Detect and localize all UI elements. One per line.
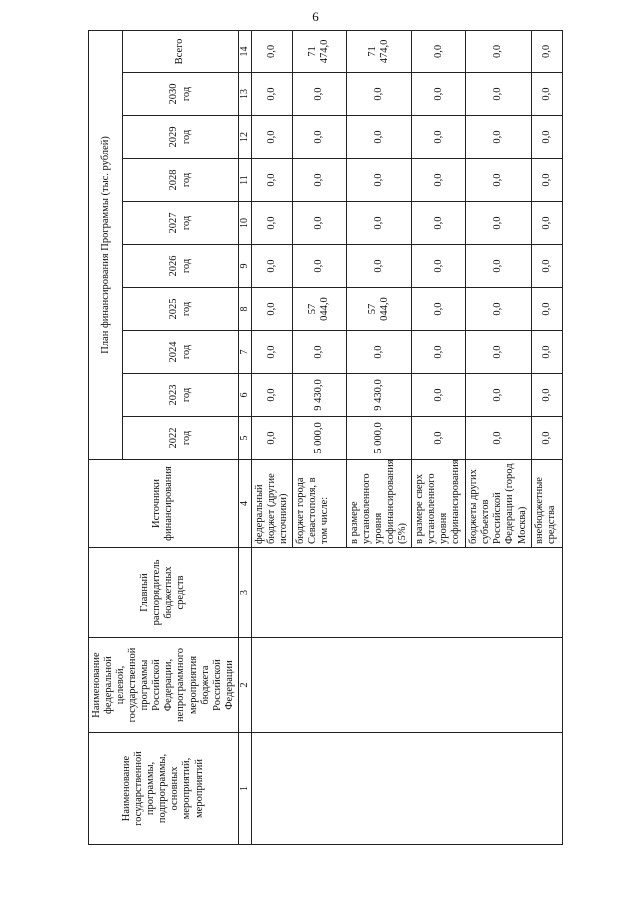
rotated-table-container [88,35,557,845]
value-cell: 0,0 [466,331,531,374]
column-number: 5 [238,417,251,460]
header-year: 2028 год [123,159,238,202]
value-cell: 0,0 [412,245,466,288]
value-cell: 0,0 [251,159,292,202]
value-cell: 0,0 [412,417,466,460]
header-year: 2027 год [123,202,238,245]
value-cell: 0,0 [346,159,411,202]
page-number: 6 [312,9,319,24]
header-year: 2029 год [123,116,238,159]
value-cell: 5 000,0 [346,417,411,460]
header-year: 2026 год [123,245,238,288]
value-cell: 0,0 [531,417,562,460]
value-cell: 0,0 [251,73,292,116]
value-cell: 0,0 [346,245,411,288]
value-cell: 57 044,0 [292,288,346,331]
value-cell: 0,0 [346,116,411,159]
value-cell: 0,0 [292,159,346,202]
value-cell: 0,0 [346,331,411,374]
rotated-table-area [88,35,557,845]
value-cell: 0,0 [251,288,292,331]
value-cell: 0,0 [531,245,562,288]
header-financing-sources: Источники финансирования [89,460,239,548]
value-cell: 0,0 [292,73,346,116]
value-cell: 0,0 [412,202,466,245]
source-cell: федеральный бюджет (другие источники) [251,460,292,548]
column-number: 9 [238,245,251,288]
value-cell: 0,0 [292,116,346,159]
value-cell: 0,0 [466,73,531,116]
value-cell: 0,0 [531,116,562,159]
source-cell: бюджеты других субъектов Российской Федерации (город Москва) [466,460,531,548]
value-cell: 0,0 [412,116,466,159]
value-cell: 0,0 [292,245,346,288]
column-number: 10 [238,202,251,245]
value-cell: 0,0 [251,202,292,245]
value-cell: 0,0 [251,30,292,72]
value-cell: 5 000,0 [292,417,346,460]
header-program-name: Наименование государственной программы, подпрограммы, основных мероприятий, мероприятий [89,733,239,845]
value-cell: 0,0 [466,202,531,245]
column-number: 2 [238,638,251,733]
value-cell: 0,0 [412,331,466,374]
column-number: 4 [238,460,251,548]
value-cell: 0,0 [412,374,466,417]
column-number-row [238,30,251,844]
column-number: 3 [238,548,251,638]
source-cell: внебюджетные средства [531,460,562,548]
source-cell: в размере установленного уровня софинансирования (5%) [346,460,411,548]
value-cell: 0,0 [466,374,531,417]
value-cell: 0,0 [531,30,562,72]
column-number: 1 [238,733,251,845]
value-cell: 0,0 [531,374,562,417]
value-cell: 0,0 [251,331,292,374]
column-number: 7 [238,331,251,374]
value-cell: 9 430,0 [346,374,411,417]
column-number: 8 [238,288,251,331]
header-row-top [89,30,123,844]
value-cell: 71 474,0 [292,30,346,72]
header-federal-program: Наименование федеральной целевой, государственной программы Российской Федерации, непрограммного мероприятия бюджета Российской Федерации [89,638,239,733]
value-cell: 0,0 [531,73,562,116]
column-number: 14 [238,30,251,72]
column-number: 6 [238,374,251,417]
header-year: 2030 год [123,73,238,116]
value-cell: 0,0 [412,159,466,202]
value-cell: 0,0 [346,73,411,116]
value-cell: 0,0 [466,245,531,288]
value-cell: 0,0 [466,159,531,202]
value-cell: 0,0 [531,202,562,245]
value-cell: 0,0 [412,73,466,116]
value-cell: 0,0 [466,417,531,460]
source-cell: в размере сверх установленного уровня софинансирования [412,460,466,548]
value-cell: 0,0 [251,245,292,288]
value-cell: 0,0 [346,202,411,245]
value-cell: 71 474,0 [346,30,411,72]
value-cell: 57 044,0 [346,288,411,331]
value-cell: 9 430,0 [292,374,346,417]
value-cell: 0,0 [412,288,466,331]
budget-manager-cell [251,548,562,638]
column-number: 13 [238,73,251,116]
value-cell: 0,0 [251,417,292,460]
header-year: 2025 год [123,288,238,331]
column-number: 12 [238,116,251,159]
federal-program-cell [251,638,562,733]
value-cell: 0,0 [466,30,531,72]
header-year: 2023 год [123,374,238,417]
header-budget-manager: Главный распорядитель бюджетных средств [89,548,239,638]
value-cell: 0,0 [412,30,466,72]
source-cell: бюджет города Севастополя, в том числе: [292,460,346,548]
program-name-cell [251,733,562,845]
value-cell: 0,0 [466,116,531,159]
table-row [251,30,292,844]
header-year: 2024 год [123,331,238,374]
value-cell: 0,0 [531,288,562,331]
value-cell: 0,0 [292,331,346,374]
value-cell: 0,0 [292,202,346,245]
header-financing-plan: План финансирования Программы (тыс. рублей) [89,30,123,459]
value-cell: 0,0 [531,159,562,202]
column-number: 11 [238,159,251,202]
value-cell: 0,0 [531,331,562,374]
header-year: 2022 год [123,417,238,460]
financing-plan-table [88,30,563,845]
value-cell: 0,0 [466,288,531,331]
header-total: Всего [123,30,238,72]
value-cell: 0,0 [251,116,292,159]
value-cell: 0,0 [251,374,292,417]
